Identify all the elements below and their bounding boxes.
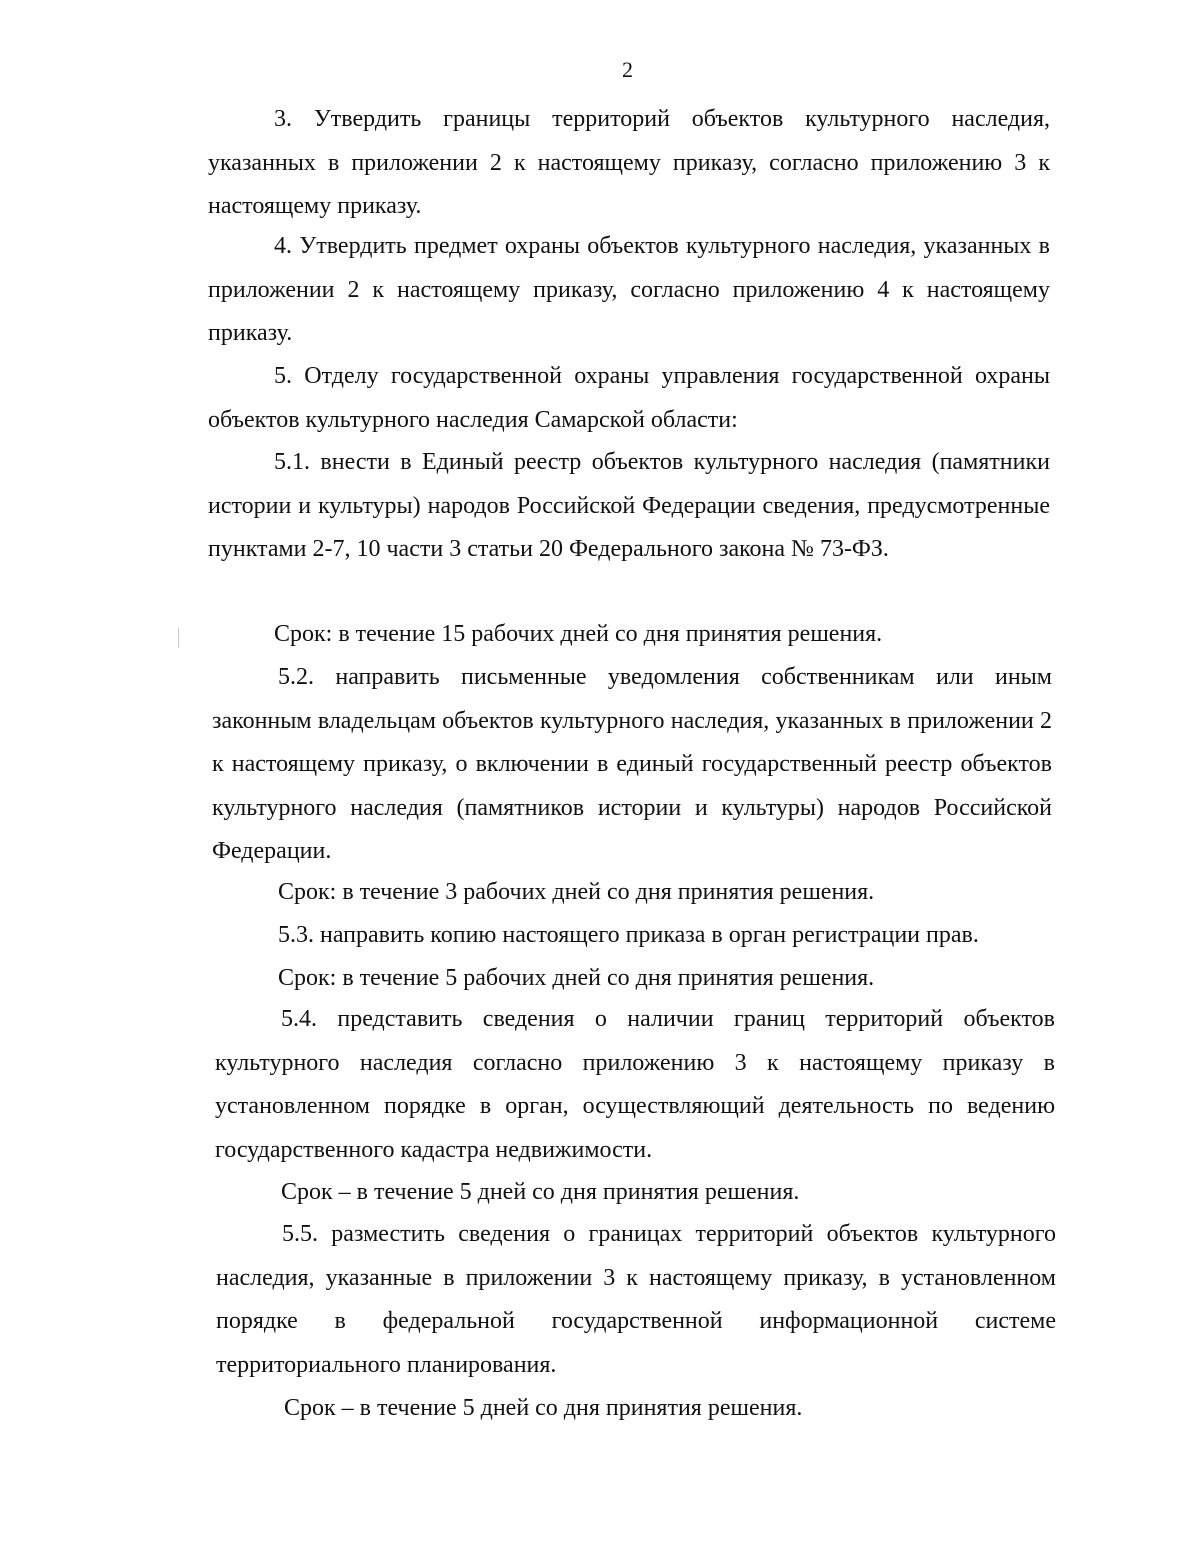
deadline-5-1: Срок: в течение 15 рабочих дней со дня принятия решения. bbox=[274, 621, 883, 647]
paragraph-5-2: 5.2. направить письменные уведомления собственникам или иным законным владельцам объектов культурного наследия, указанных в приложении 2 к настоящему приказу, о включении в единый государственный реестр объектов культурного наследия (памятников истории и культуры) народов Российской Федерации. bbox=[212, 664, 1052, 864]
paragraph-5: 5. Отделу государственной охраны управления государственной охраны объектов культурного наследия Самарской области: bbox=[208, 363, 1050, 433]
paragraph-5-5: 5.5. разместить сведения о границах территорий объектов культурного наследия, указанные в приложении 3 к настоящему приказу, в установленном порядке в федеральной государственной информационной системе территориального планирования. bbox=[216, 1221, 1056, 1378]
deadline-5-4: Срок – в течение 5 дней со дня принятия решения. bbox=[281, 1179, 800, 1205]
paragraph-5-3: 5.3. направить копию настоящего приказа в орган регистрации прав. bbox=[278, 922, 979, 948]
scan-artifact bbox=[178, 628, 179, 648]
paragraph-5-1: 5.1. внести в Единый реестр объектов культурного наследия (памятники истории и культуры) народов Российской Федерации сведения, предусмотренные пунктами 2-7, 10 части 3 статьи 20 Федерального закона № 73-ФЗ. bbox=[208, 449, 1050, 562]
deadline-5-5: Срок – в течение 5 дней со дня принятия решения. bbox=[284, 1395, 803, 1421]
deadline-5-3: Срок: в течение 5 рабочих дней со дня принятия решения. bbox=[278, 965, 875, 991]
paragraph-4: 4. Утвердить предмет охраны объектов культурного наследия, указанных в приложении 2 к настоящему приказу, согласно приложению 4 к настоящему приказу. bbox=[208, 233, 1050, 346]
deadline-5-2: Срок: в течение 3 рабочих дней со дня принятия решения. bbox=[278, 879, 875, 905]
paragraph-5-4: 5.4. представить сведения о наличии границ территорий объектов культурного наследия согласно приложению 3 к настоящему приказу в установленном порядке в орган, осуществляющий деятельность по ведению государственного кадастра недвижимости. bbox=[215, 1006, 1055, 1163]
paragraph-3: 3. Утвердить границы территорий объектов культурного наследия, указанных в приложении 2 к настоящему приказу, согласно приложению 3 к настоящему приказу. bbox=[208, 106, 1050, 219]
page-number: 2 bbox=[622, 57, 633, 82]
